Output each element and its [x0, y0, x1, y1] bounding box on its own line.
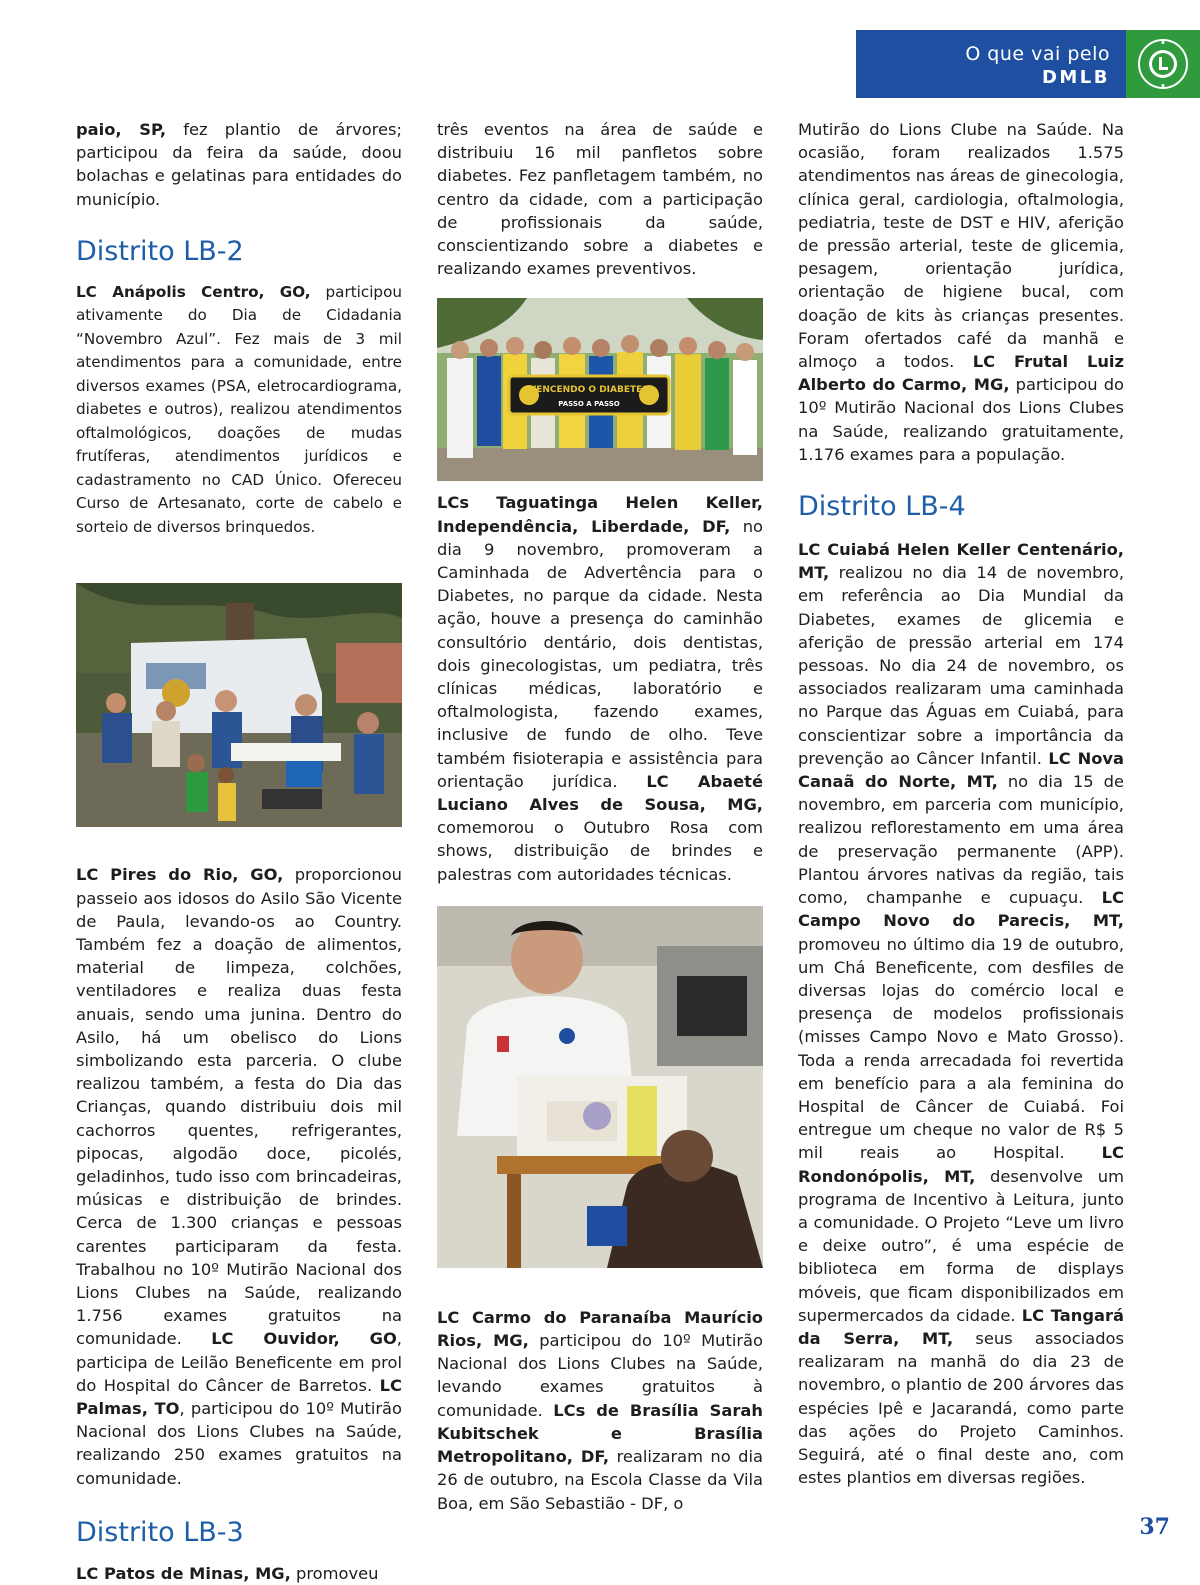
club-name: LC Frutal Luiz Alberto do Carmo, MG, [798, 352, 1124, 395]
paragraph-text: , participou do 10º Mutirão Nacional dos Lions Clubes na Saúde, realizando 250 exames gratuitos na comunidade. [76, 1398, 402, 1488]
paragraph-text: comemorou o Outubro Rosa com shows, distribuição de brindes e palestras com autoridades técnicas. [437, 818, 763, 884]
club-name: LC Nova Canaã do Norte, MT, [798, 748, 1125, 792]
club-name: LC Palmas, TO [76, 1375, 402, 1418]
club-name: LC Anápolis Centro, GO, [76, 282, 311, 301]
photo-caminhada-diabetes [437, 298, 763, 481]
paragraph [437, 1306, 763, 1515]
column-2 [437, 118, 763, 1515]
paragraph-text: fez plantio de árvores; participou da feira da saúde, doou bolachas e gelatinas para entidades do município. [76, 120, 402, 209]
club-name: LCs Taguatinga Helen Keller, Independência, Liberdade, DF, [437, 493, 763, 536]
club-name: LC Rondonópolis, MT, [798, 1143, 1124, 1186]
club-name: LC Pires do Rio, GO, [76, 865, 284, 885]
photo-carmo-exame [437, 906, 763, 1268]
photo-image [76, 583, 402, 827]
column-1 [76, 118, 402, 1585]
banner-text: VENCENDO O DIABETES [529, 385, 649, 396]
club-name: LC Abaeté Luciano Alves de Sousa, MG, [437, 771, 763, 815]
lions-emblem-icon [1137, 38, 1189, 90]
paragraph [437, 118, 763, 280]
paragraph-text: três eventos na área de saúde e distribuiu 16 mil panfletos sobre diabetes. Fez panfletagem também, no centro da cidade, com a participação de profissionais da saúde, conscientizando sobre a diabetes e realizando exames preventivos. [437, 120, 763, 279]
district-heading-lb4: Distrito LB-4 [798, 491, 966, 523]
paragraph [437, 491, 763, 885]
club-name: paio, SP, [76, 120, 167, 139]
paragraph [76, 1562, 402, 1585]
club-name: LC Ouvidor, GO [211, 1329, 397, 1349]
paragraph-text: seus associados realizaram na manhã do dia 23 de novembro, o plantio de 200 árvores das espécies Ipê e Jacarandá, como parte das ações do Projeto Caminhos. Seguirá, até o final deste ano, com estes plantios em diversas regiões. [798, 1328, 1124, 1488]
paragraph-text: proporcionou passeio aos idosos do Asilo São Vicente de Paula, levando-os ao Country. Também fez a doação de alimentos, material de limpeza, colchões, ventiladores e realiza duas festa anuais, sendo uma junina. Dentro do Asilo, há um obelisco do Lions simbolizando esta parceria. O clube realizou também, a festa do Dia das Crianças, quando distribuiu dois mil cachorros quentes, refrigerantes, pipocas, algodão doce, picolés, geladinhos, tudo isso com brincadeiras, músicas e distribuição de brindes. Cerca de 1.300 crianças e pessoas carentes participaram da festa. Trabalhou no 10º Mutirão Nacional dos Lions Clubes na Saúde, realizando 1.756 exames gratuitos na comunidade. [76, 865, 402, 1349]
paragraph-text: , participa de Leilão Beneficente em prol do Hospital do Câncer de Barretos. [76, 1329, 402, 1395]
section-subtitle: DMLB [1041, 67, 1110, 88]
paragraph-text: participou ativamente do Dia de Cidadania “Novembro Azul”. Fez mais de 3 mil atendimentos para a comunidade, entre diversos exames (PSA, eletrocardiograma, diabetes e outros), realizou atendimentos oftalmológicos, doações de mudas frutíferas, atendimentos jurídicos e cadastramento no CAD Único. Ofereceu Curso de Artesanato, corte de cabelo e sorteio de diversos brinquedos. [76, 282, 402, 536]
paragraph-text: no dia 9 novembro, promoveram a Caminhada de Advertência para o Diabetes, no parque da cidade. Nesta ação, houve a presença do caminhão consultório dentário, dois dentistas, dois ginecologistas, um pediatra, três clínicas médicas, laboratório e oftalmologista, fazendo exames, inclusive de fundo de olho. Teve também fisioterapia e assistência para orientação jurídica. [437, 516, 763, 791]
section-header [856, 30, 1126, 98]
paragraph [76, 118, 402, 211]
paragraph-text: realizou no dia 14 de novembro, em referência ao Dia Mundial da Diabetes, exames de glicemia e aferição de pressão arterial em 174 pessoas. No dia 24 de novembro, os associados realizaram uma caminhada no Parque das Águas em Cuiabá, para conscientizar sobre a importância da prevenção ao Câncer Infantil. [798, 563, 1124, 768]
paragraph-text: participou do 10º Mutirão Nacional dos Lions Clubes na Saúde, realizando gratuitamente, 1.176 exames para a população. [798, 375, 1124, 464]
column-3 [798, 118, 1124, 1489]
club-name: LCs de Brasília Sarah Kubitschek e Brasília Metropolitano, DF, [437, 1400, 763, 1467]
lions-logo [1126, 30, 1200, 98]
paragraph-text: desenvolve um programa de Incentivo à Leitura, junto a comunidade. O Projeto “Leve um livro e deixe outro”, é uma espécie de biblioteca em forma de displays móveis, que ficam disponibilizados em supermercados da cidade. [798, 1166, 1124, 1325]
photo-image [437, 906, 763, 1268]
district-heading-lb2: Distrito LB-2 [76, 235, 244, 267]
paragraph [798, 538, 1124, 1489]
club-name: LC Tangará da Serra, MT, [798, 1305, 1124, 1348]
club-name: LC Cuiabá Helen Keller Centenário, MT, [798, 540, 1124, 583]
paragraph-text: participou do 10º Mutirão Nacional dos Lions Clubes na Saúde, levando exames gratuitos à comunidade. [437, 1331, 763, 1420]
paragraph-text: realizaram no dia 26 de outubro, na Escola Classe da Vila Boa, em São Sebastião - DF, o [437, 1447, 763, 1513]
club-name: LC Patos de Minas, MG, [76, 1563, 291, 1583]
paragraph-text: Mutirão do Lions Clube na Saúde. Na ocasião, foram realizados 1.575 atendimentos nas áreas de ginecologia, clínica geral, cardiologia, oftalmologia, pediatria, teste de DST e HIV, aferição de pressão arterial, teste de glicemia, pesagem, orientação jurídica, orientação de higiene bucal, com doação de kits às crianças presentes. Foram ofertados café da manhã e almoço a todos. [798, 120, 1124, 372]
photo-image [437, 298, 763, 481]
photo-pires-do-rio [76, 583, 402, 827]
banner-subtext: PASSO A PASSO [558, 400, 620, 409]
page-number: 37 [1139, 1514, 1170, 1540]
paragraph [798, 118, 1124, 466]
section-title: O que vai pelo [965, 43, 1110, 65]
paragraph-text: no dia 15 de novembro, em parceria com município, realizou reflorestamento em uma área de preservação permanente (APP). Plantou árvores nativas da região, tais como, champanhe e cupuaçu. [798, 772, 1124, 908]
club-name: LC Carmo do Paranaíba Maurício Rios, MG, [437, 1307, 763, 1351]
paragraph-text: promoveu [290, 1563, 379, 1583]
paragraph-text: promoveu no último dia 19 de outubro, um Chá Beneficente, com desfiles de diversas lojas do comércio local e presença de modelos profissionais (misses Campo Novo e Mato Grosso). Toda a renda arrecadada foi revertida em benefício para a ala feminina do Hospital de Câncer de Cuiabá. Foi entregue um cheque no valor de R$ 5 mil reais ao Hospital. [798, 934, 1124, 1163]
district-heading-lb3: Distrito LB-3 [76, 1516, 244, 1548]
paragraph [76, 863, 402, 1489]
paragraph [76, 281, 402, 540]
club-name: LC Campo Novo do Parecis, MT, [798, 888, 1124, 931]
